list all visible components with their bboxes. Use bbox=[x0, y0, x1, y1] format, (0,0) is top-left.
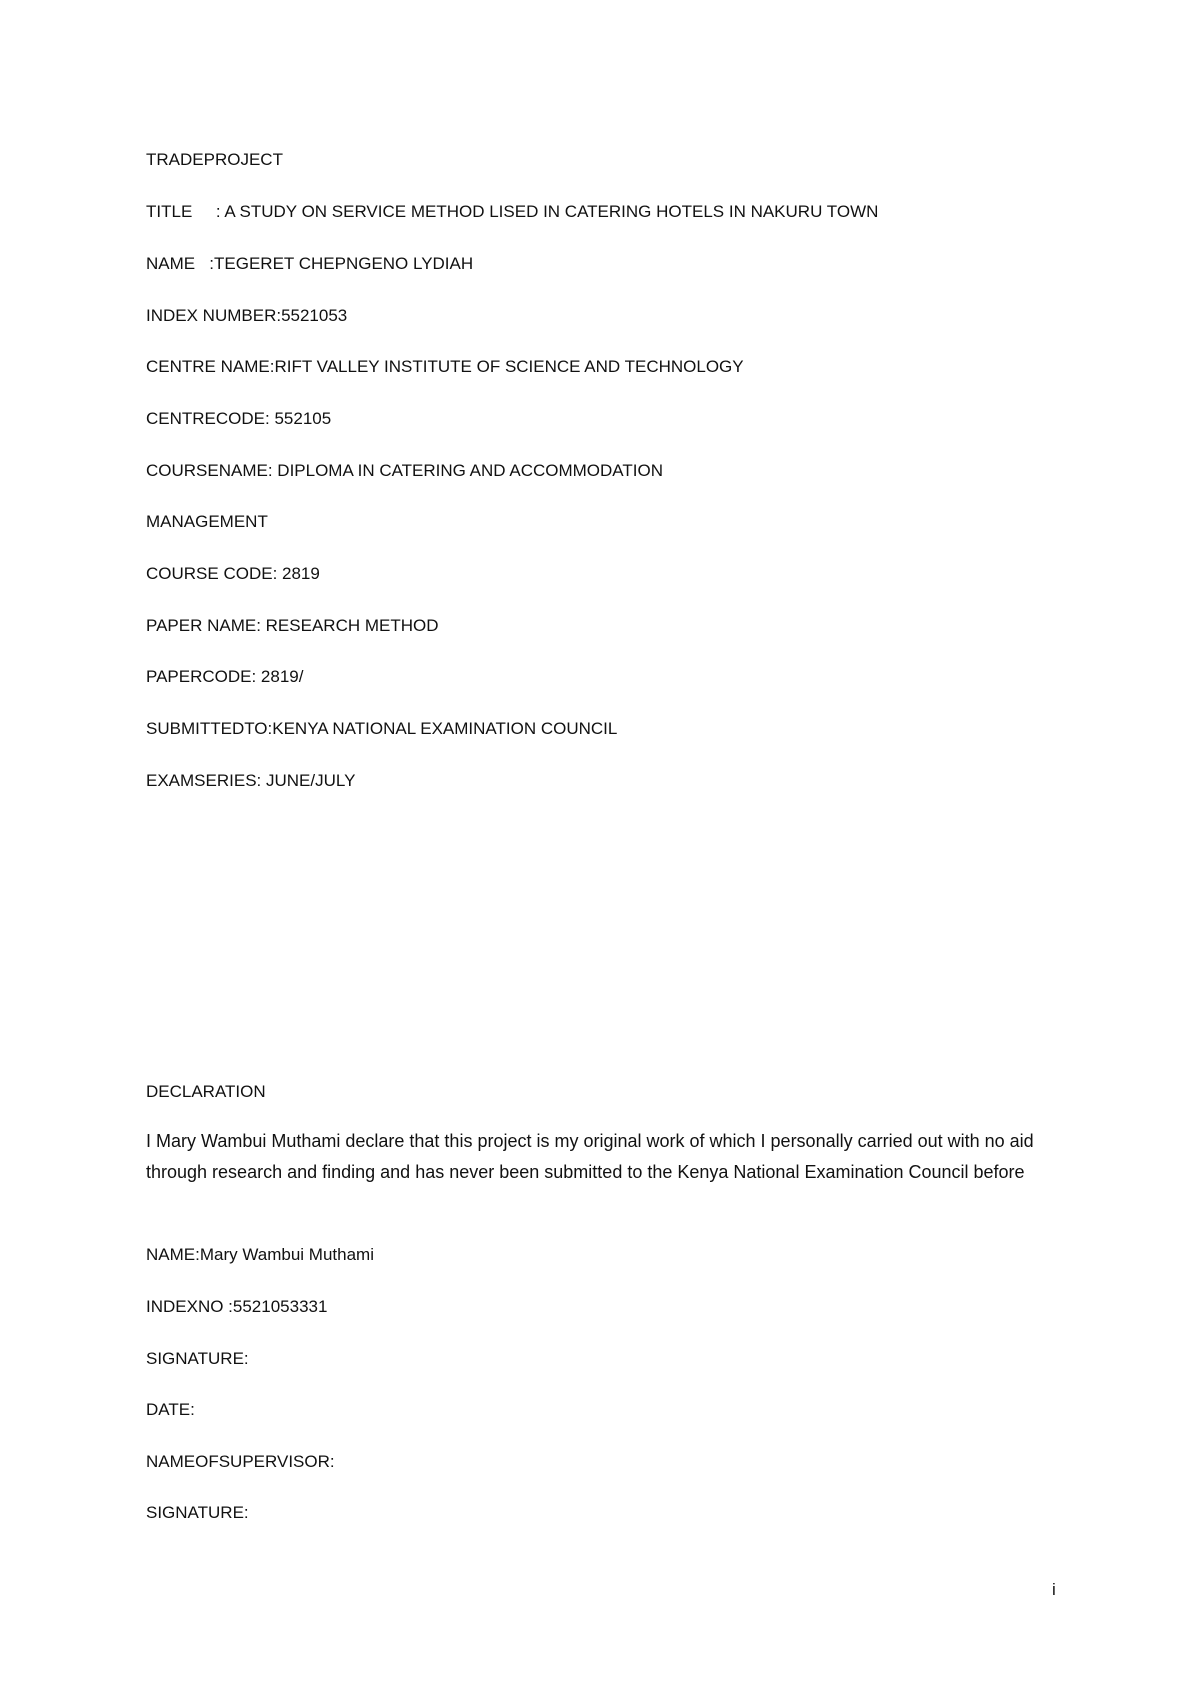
cover-paper-code: PAPERCODE: 2819/ bbox=[146, 667, 304, 686]
cover-paper-name: PAPER NAME: RESEARCH METHOD bbox=[146, 616, 439, 635]
cover-course-name: COURSENAME: DIPLOMA IN CATERING AND ACCOMMODATION bbox=[146, 461, 663, 480]
cover-course-name-continued: MANAGEMENT bbox=[146, 512, 268, 531]
cover-title: TITLE : A STUDY ON SERVICE METHOD LISED IN CATERING HOTELS IN NAKURU TOWN bbox=[146, 202, 879, 221]
declaration-date: DATE: bbox=[146, 1400, 195, 1419]
declaration-supervisor-signature: SIGNATURE: bbox=[146, 1503, 249, 1522]
declaration-name: NAME:Mary Wambui Muthami bbox=[146, 1245, 374, 1264]
declaration-supervisor-name: NAMEOFSUPERVISOR: bbox=[146, 1452, 335, 1471]
cover-name: NAME :TEGERET CHEPNGENO LYDIAH bbox=[146, 254, 474, 273]
cover-submitted-to: SUBMITTEDTO:KENYA NATIONAL EXAMINATION COUNCIL bbox=[146, 719, 618, 738]
cover-exam-series: EXAMSERIES: JUNE/JULY bbox=[146, 771, 356, 790]
cover-course-code: COURSE CODE: 2819 bbox=[146, 564, 320, 583]
cover-centre-code: CENTRECODE: 552105 bbox=[146, 409, 332, 428]
page-number: i bbox=[1052, 1580, 1056, 1599]
cover-index-number: INDEX NUMBER:5521053 bbox=[146, 306, 348, 325]
declaration-index-no: INDEXNO :5521053331 bbox=[146, 1297, 328, 1316]
declaration-signature: SIGNATURE: bbox=[146, 1349, 249, 1368]
declaration-heading: DECLARATION bbox=[146, 1082, 266, 1101]
cover-heading: TRADEPROJECT bbox=[146, 150, 283, 169]
declaration-statement: I Mary Wambui Muthami declare that this project is my original work of which I personally carried out with no aid through research and finding and has never been submitted to the Kenya National Examination Council before bbox=[146, 1131, 1034, 1182]
cover-centre-name: CENTRE NAME:RIFT VALLEY INSTITUTE OF SCIENCE AND TECHNOLOGY bbox=[146, 357, 744, 376]
